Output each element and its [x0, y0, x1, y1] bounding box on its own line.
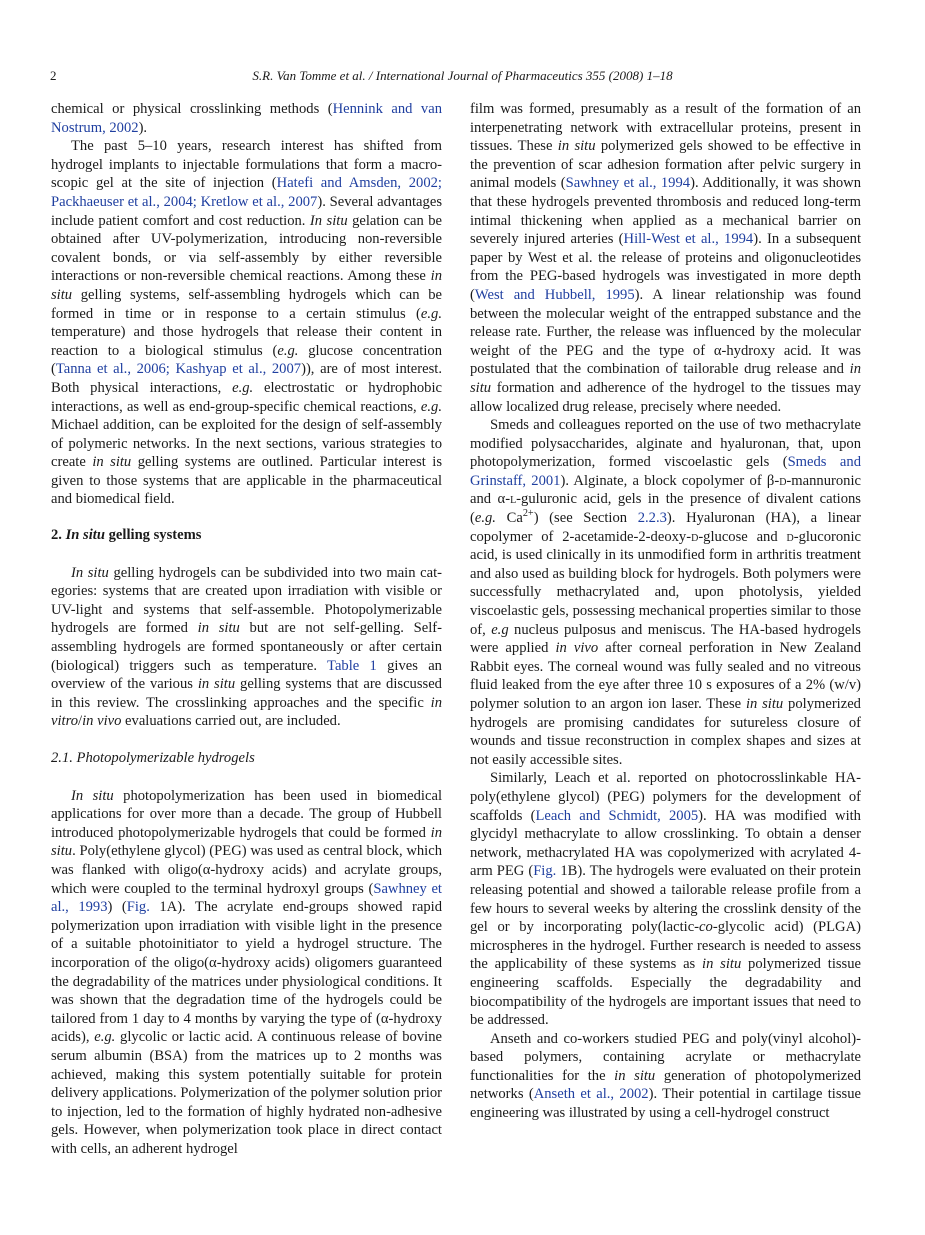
paragraph: In situ gelling hydrogels can be subdivided into two main categories: systems that are created upon irradiation with visible or UV-light and systems that self-assemble. Photopolymerizable hydrogels are formed in situ but are not self-gelling. Self-assembling hydrogels are formed spontaneously or after certain (biological) triggers such as temperature. Table 1 gives an overview of the various in situ gelling systems that are discussed in this review. The crosslinking approaches and the specific in vitro/in vivo evaluations carried out, are included.: [51, 564, 443, 730]
paragraph: The past 5–10 years, research interest has shifted from hydrogel implants to injectable formulations that form a macroscopic gel at the site of injection (Hatefi and Amsden, 2002; Packhaeuser et al., 2004; Kretlow et al., 2007). Several advantages include patient comfort and cost reduction. In situ gelation can be obtained after UV-polymerization, introducing non-reversible covalent bonds, or via self-assembly by either reversible interactions or non-reversible chemical reactions. Among these in situ gelling systems, self-assembling hydrogels which can be formed in time or in response to a certain stimulus (e.g. temperature) and those hydrogels that release their content in reaction to a biological stimulus (e.g. glucose concentration (Tanna et al., 2006; Kashyap et al., 2007)), are of most interest. Both physical interactions, e.g. electrostatic or hydrophobic interactions, as well as end-group-specific chemical reactions, e.g. Michael addition, can be exploited for the design of self-assembly of polymeric networks. In the next sections, various strategies to create in situ gelling systems are outlined. Particular interest is given to those systems that are applicable in the pharmaceutical and biomedical field.: [51, 138, 443, 508]
citation-link[interactable]: Hill-West et al., 1994: [623, 231, 754, 248]
paragraph: Anseth and co-workers studied PEG and poly(vinyl alcohol)-based polymers, containing acrylate or methacrylate functionalities for the in situ generation of photopolymerized networks (Anseth et al., 2002). Their potential in cartilage tissue engineering was illustrated by using a cell-hydrogel construct: [470, 1030, 862, 1122]
citation-link[interactable]: Sawhney et al., 1994: [565, 175, 691, 192]
paragraph: chemical or physical crosslinking methods (Hennink and van Nostrum, 2002).: [51, 101, 443, 136]
running-head: S.R. Van Tomme et al. / International Journal of Pharmaceutics 355 (2008) 1–18: [252, 68, 673, 83]
citation-link[interactable]: Hennink and van Nostrum, 2002: [51, 101, 443, 136]
section-heading: 2. In situ gelling systems: [51, 527, 202, 544]
citation-link[interactable]: West and Hubbell, 1995: [474, 286, 635, 303]
citation-link[interactable]: Leach and Schmidt, 2005: [535, 807, 699, 824]
subsection-heading: 2.1. Photopolymerizable hydrogels: [51, 750, 255, 766]
paragraph: Similarly, Leach et al. reported on photocrosslinkable HA-poly(ethylene glycol) (PEG) polymers for the development of scaffolds (Leach and Schmidt, 2005). HA was modified with glycidyl methacrylate to allow crosslinking. To obtain a denser network, methacrylated HA was copolymerized with acrylated 4-arm PEG (Fig. 1B). The hydrogels were evaluated on their protein releasing potential and showed a tailorable release profile from a few hours to several weeks by altering the crosslink density of the gel or by incorporating poly(lactic-co-glycolic acid) (PLGA) microspheres in the hydrogel. Further research is needed to assess the applicability of these systems as in situ polymerized tissue engineering scaffolds. Especially the degradability and biocompatibility of the hydrogels are important issues that need to be addressed.: [470, 770, 862, 1029]
citation-link[interactable]: Smeds and Grinstaff, 2001: [470, 454, 861, 489]
citation-link[interactable]: Anseth et al., 2002: [533, 1086, 649, 1103]
paragraph: film was formed, presumably as a result of the formation of an interpenetrating network with extracellular proteins, present in tissues. These in situ polymerized gels showed to be effective in the prevention of scar adhesion formation after pelvic surgery in animal models (Sawhney et al., 1994). Additionally, it was shown that these hydrogels prevented thrombosis and reduced long-term intimal thickening when applied as a mechanical barrier on severely injured arteries (Hill-West et al., 1994). In a subsequent paper by West et al. the release of proteins and oligonucleotides from the PEG-based hydrogels was investigated in more depth (West and Hubbell, 1995). A linear relationship was found between the molecular weight of the entrapped substance and the release rate. Further, the release was influenced by the molecular weight of the PEG and the type of α-hydroxy acid. It was postulated that the combination of tailorable drug release and in situ formation and adherence of the hydrogel to the tissues may allow localized drug release, precisely where needed.: [470, 101, 862, 415]
section-link[interactable]: 2.2.3: [637, 510, 667, 527]
left-column: [51, 100, 442, 1158]
paragraph: Smeds and colleagues reported on the use of two methacrylate modified polysaccharides, alginate and hyaluronan, that, upon photopolymerization, formed viscoelastic gels (Smeds and Grinstaff, 2001). Alginate, a block copolymer of β-d-mannuronic and α-l-guluronic acid, gels in the presence of divalent cations (e.g. $Ca^{2+}$) (see Section 2.2.3). Hyaluronan (HA), a linear copolymer of 2-acetamide-2-deoxy-d-glucose and d-glucoronic acid, is used clinically in its unmodified form in arthritis treatment and also used as building block for hydrogels. Both polymers were successfully methacrylated and, upon photolysis, yielded viscoelastic gels, possessing mechanical properties similar to those of, e.g nucleus pulposus and meniscus. The HA-based hydrogels were applied in vivo after corneal perforation in New Zealand Rabbit eyes. The corneal wound was fully sealed and no vitreous fluid leaked from the eye after three 10 s exposures of a 2% (w/v) polymer solution to an argon ion laser. These in situ polymerized hydrogels are promising candidates for sutureless closure of wounds and tissue reconstruction in complex shapes and sizes at not easily accessible sites.: [470, 417, 862, 768]
table-link[interactable]: Table 1: [327, 657, 377, 674]
right-column: [470, 100, 861, 1123]
page-number: 2: [50, 68, 57, 83]
citation-link[interactable]: Tanna et al., 2006; Kashyap et al., 2007: [55, 361, 302, 378]
figure-link[interactable]: Fig.: [126, 899, 150, 916]
citation-link[interactable]: Sawhney et al., 1993: [51, 880, 442, 916]
figure-link[interactable]: Fig.: [533, 863, 557, 880]
paragraph: In situ photopolymerization has been used in biomedical applications for over more than a decade. The group of Hubbell introduced photopolymerizable hydrogels that could be formed in situ. Poly(ethylene glycol) (PEG) was used as central block, which was flanked with oligo(α-hydroxy acids) and acrylate groups, which were coupled to the terminal hydroxyl groups (Sawhney et al., 1993) (Fig. 1A). The acrylate end-groups showed rapid polymerization upon irradiation with visible light in the presence of a suitable photoinitiator to yield a hydrogel structure. The incorporation of the oligo(α-hydroxy acids) oligomers guaranteed the degradability of the matrices under physiological conditions. It was shown that the degradation time of the hydrogels could be tailored from 1 day to 4 months by varying the type of (α-hydroxy acids), e.g. glycolic or lactic acid. A continuous release of bovine serum albumin (BSA) from the matrices up to 2 months was achieved, making this system potentially suitable for protein delivery applications. Polymerization of the polymer solution prior to injection, led to the formation of highly hydrated non-adhesive gels. However, when polymerization took place in direct contact with cells, an adherent hydrogel: [51, 787, 442, 1157]
citation-link[interactable]: Hatefi and Amsden, 2002; Packhaeuser et al., 2004; Kretlow et al., 2007: [51, 175, 442, 210]
